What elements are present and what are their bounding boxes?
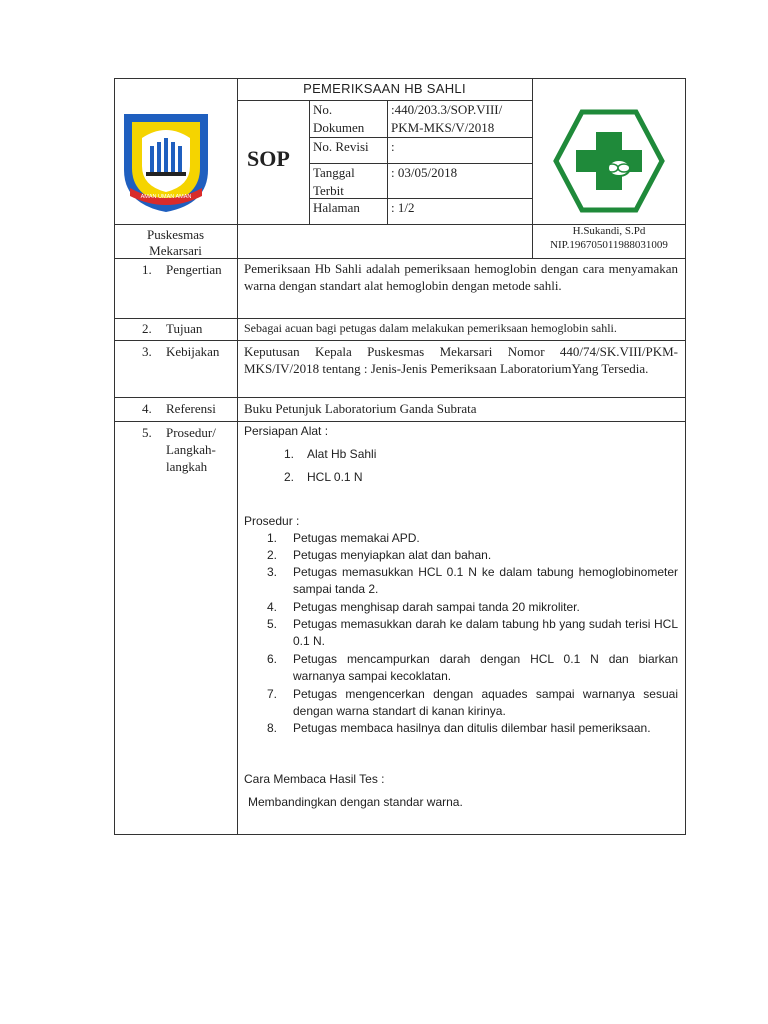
step-number: 7. (267, 687, 278, 701)
step-item: Petugas membaca hasilnya dan ditulis dilembar hasil pemeriksaan. (293, 721, 651, 735)
section-label-prosedur-line3: langkah (166, 459, 208, 474)
page-value: : 1/2 (391, 200, 415, 215)
step-number: 3. (267, 565, 278, 579)
signer-nip: NIP.196705011988031009 (550, 239, 668, 251)
divider (114, 421, 686, 422)
steps-heading: Prosedur : (244, 514, 300, 528)
revision-label: No. Revisi (313, 139, 369, 154)
section-label-pengertian: Pengertian (166, 262, 222, 277)
step-item: Petugas mengencerkan dengan aquades sampai warnanya sesuai dengan warna standart di kanan kirinya. (293, 687, 678, 718)
step-number: 1. (267, 531, 278, 545)
section-label-prosedur-line1: Prosedur/ (166, 425, 216, 440)
section-text-kebijakan: Keputusan Kepala Puskesmas Mekarsari Nomor 440/74/SK.VIII/PKM-MKS/IV/2018 tentang : Jenis-Jenis Pemeriksaan LaboratoriumYang Tersedia. (244, 344, 678, 376)
step-item: Petugas mencampurkan darah dengan HCL 0.1 N dan biarkan warnanya sampai kecoklatan. (293, 652, 678, 683)
puskesmas-logo (552, 108, 666, 214)
regional-emblem-logo (120, 108, 212, 214)
divider (309, 100, 310, 224)
reading-heading: Cara Membaca Hasil Tes : (244, 772, 385, 786)
revision-value: : (391, 139, 395, 154)
issue-date-label: Tanggal Terbit (313, 165, 355, 198)
signer-name: H.Sukandi, S.Pd (572, 225, 646, 237)
section-label-kebijakan: Kebijakan (166, 344, 220, 359)
divider (237, 78, 238, 835)
section-text-referensi: Buku Petunjuk Laboratorium Ganda Subrata (244, 401, 477, 416)
section-text-tujuan: Sebagai acuan bagi petugas dalam melakukan pemeriksaan hemoglobin sahli. (244, 321, 617, 335)
sop-label: SOP (247, 146, 290, 171)
page-label: Halaman (313, 200, 360, 215)
document-title: PEMERIKSAAN HB SAHLI (303, 81, 466, 96)
step-number: 2. (267, 548, 278, 562)
org-name-line1: Puskesmas (146, 227, 205, 242)
reading-text: Membandingkan dengan standar warna. (248, 795, 463, 809)
divider (114, 340, 686, 341)
logo-motto-text: AMAN UMAN AMAN (140, 194, 192, 200)
doc-number-label: No. Dokumen (313, 102, 365, 135)
section-label-prosedur-line2: Langkah- (166, 442, 216, 457)
tool-item: Alat Hb Sahli (307, 447, 377, 461)
step-item: Petugas menghisap darah sampai tanda 20 mikroliter. (293, 600, 580, 614)
tool-item: HCL 0.1 N (307, 470, 363, 484)
divider (114, 318, 686, 319)
step-number: 5. (267, 617, 278, 631)
step-item: Petugas memasukkan HCL 0.1 N ke dalam tabung hemoglobinometer sampai tanda 2. (293, 565, 678, 596)
doc-number-value: :440/203.3/SOP.VIII/ PKM-MKS/V/2018 (391, 102, 503, 135)
section-number: 1. (142, 262, 152, 277)
section-label-tujuan: Tujuan (166, 321, 203, 336)
section-text-pengertian: Pemeriksaan Hb Sahli adalah pemeriksaan hemoglobin dengan cara menyamakan warna dengan standart alat hemoglobin dengan metode sahli. (244, 261, 678, 293)
section-number: 4. (142, 401, 152, 416)
step-number: 8. (267, 721, 278, 735)
step-item: Petugas memakai APD. (293, 531, 420, 545)
section-number: 2. (142, 321, 152, 336)
tool-number: 2. (284, 470, 295, 484)
org-name-line2: Mekarsari (149, 243, 202, 258)
divider (387, 100, 388, 224)
step-item: Petugas memasukkan darah ke dalam tabung hb yang sudah terisi HCL 0.1 N. (293, 617, 678, 648)
step-number: 6. (267, 652, 278, 666)
step-item: Petugas menyiapkan alat dan bahan. (293, 548, 492, 562)
divider (114, 397, 686, 398)
section-number: 5. (142, 425, 152, 440)
tool-number: 1. (284, 447, 295, 461)
section-number: 3. (142, 344, 152, 359)
prep-heading: Persiapan Alat : (244, 424, 329, 438)
section-label-referensi: Referensi (166, 401, 216, 416)
issue-date-value: : 03/05/2018 (391, 165, 458, 180)
step-number: 4. (267, 600, 278, 614)
